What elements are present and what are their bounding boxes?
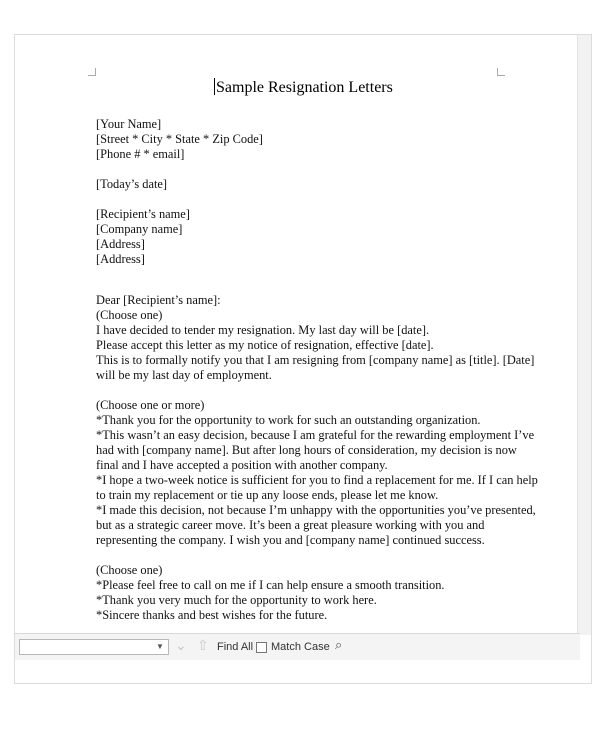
body-line: [Recipient’s name] [96, 207, 190, 221]
match-case-label: Match Case [271, 641, 330, 653]
body-line: [Your Name] [96, 117, 162, 131]
body-line: final and I have accepted a position with another company. [96, 458, 388, 472]
arrow-up-icon[interactable]: ⇧ [197, 637, 209, 653]
body-line: Please accept this letter as my notice of resignation, effective [date]. [96, 338, 434, 352]
body-line: *I made this decision, not because I’m unhappy with the opportunities you’ve presented, [96, 503, 536, 517]
body-line: I have decided to tender my resignation. My last day will be [date]. [96, 323, 430, 337]
document-title [214, 78, 514, 98]
find-all-button[interactable]: Find All [217, 641, 254, 653]
chevron-down-icon[interactable]: ⌄ [175, 637, 187, 653]
body-line: This is to formally notify you that I am resigning from [company name] as [title]. [Date] [96, 353, 535, 367]
body-line: representing the company. I wish you and [company name] continued success. [96, 533, 485, 547]
find-input[interactable] [19, 639, 169, 655]
body-line: *This wasn’t an easy decision, because I am grateful for the rewarding employment I’ve [96, 428, 535, 442]
body-line: (Choose one) [96, 563, 163, 577]
bottom-margin [15, 660, 592, 684]
body-line: *Thank you for the opportunity to work for such an outstanding organization. [96, 413, 481, 427]
body-line: *Please feel free to call on me if I can help ensure a smooth transition. [96, 578, 445, 592]
body-line: *Thank you very much for the opportunity to work here. [96, 593, 377, 607]
body-line: *Sincere thanks and best wishes for the future. [96, 608, 328, 622]
document-title-text: Sample Resignation Letters [216, 79, 393, 96]
find-history-dropdown-icon[interactable]: ▼ [156, 642, 164, 651]
body-line: to train my replacement or tie up any loose ends, please let me know. [96, 488, 439, 502]
body-line: will be my last day of employment. [96, 368, 272, 382]
highlight-icon[interactable]: ⌕ [335, 637, 343, 652]
vertical-scrollbar[interactable] [577, 35, 591, 635]
body-line: [Phone # * email] [96, 147, 185, 161]
body-line: [Address] [96, 237, 145, 251]
page-corner-mark [88, 68, 96, 76]
body-line: [Address] [96, 252, 145, 266]
body-line: Dear [Recipient’s name]: [96, 293, 221, 307]
match-case-checkbox[interactable] [256, 642, 267, 653]
body-line: had with [company name]. But after long hours of consideration, my decision is now [96, 443, 517, 457]
document-viewer [14, 34, 592, 684]
body-line: *I hope a two-week notice is sufficient for you to find a replacement for me. If I can help [96, 473, 538, 487]
find-toolbar [15, 633, 580, 660]
page-corner-mark [497, 68, 505, 76]
body-line: [Company name] [96, 222, 183, 236]
body-line: [Street * City * State * Zip Code] [96, 132, 263, 146]
text-cursor [214, 78, 215, 95]
body-line: (Choose one) [96, 308, 163, 322]
body-line: but as a strategic career move. It’s been a great pleasure working with you and [96, 518, 485, 532]
body-line: [Today’s date] [96, 177, 168, 191]
body-line: (Choose one or more) [96, 398, 205, 412]
